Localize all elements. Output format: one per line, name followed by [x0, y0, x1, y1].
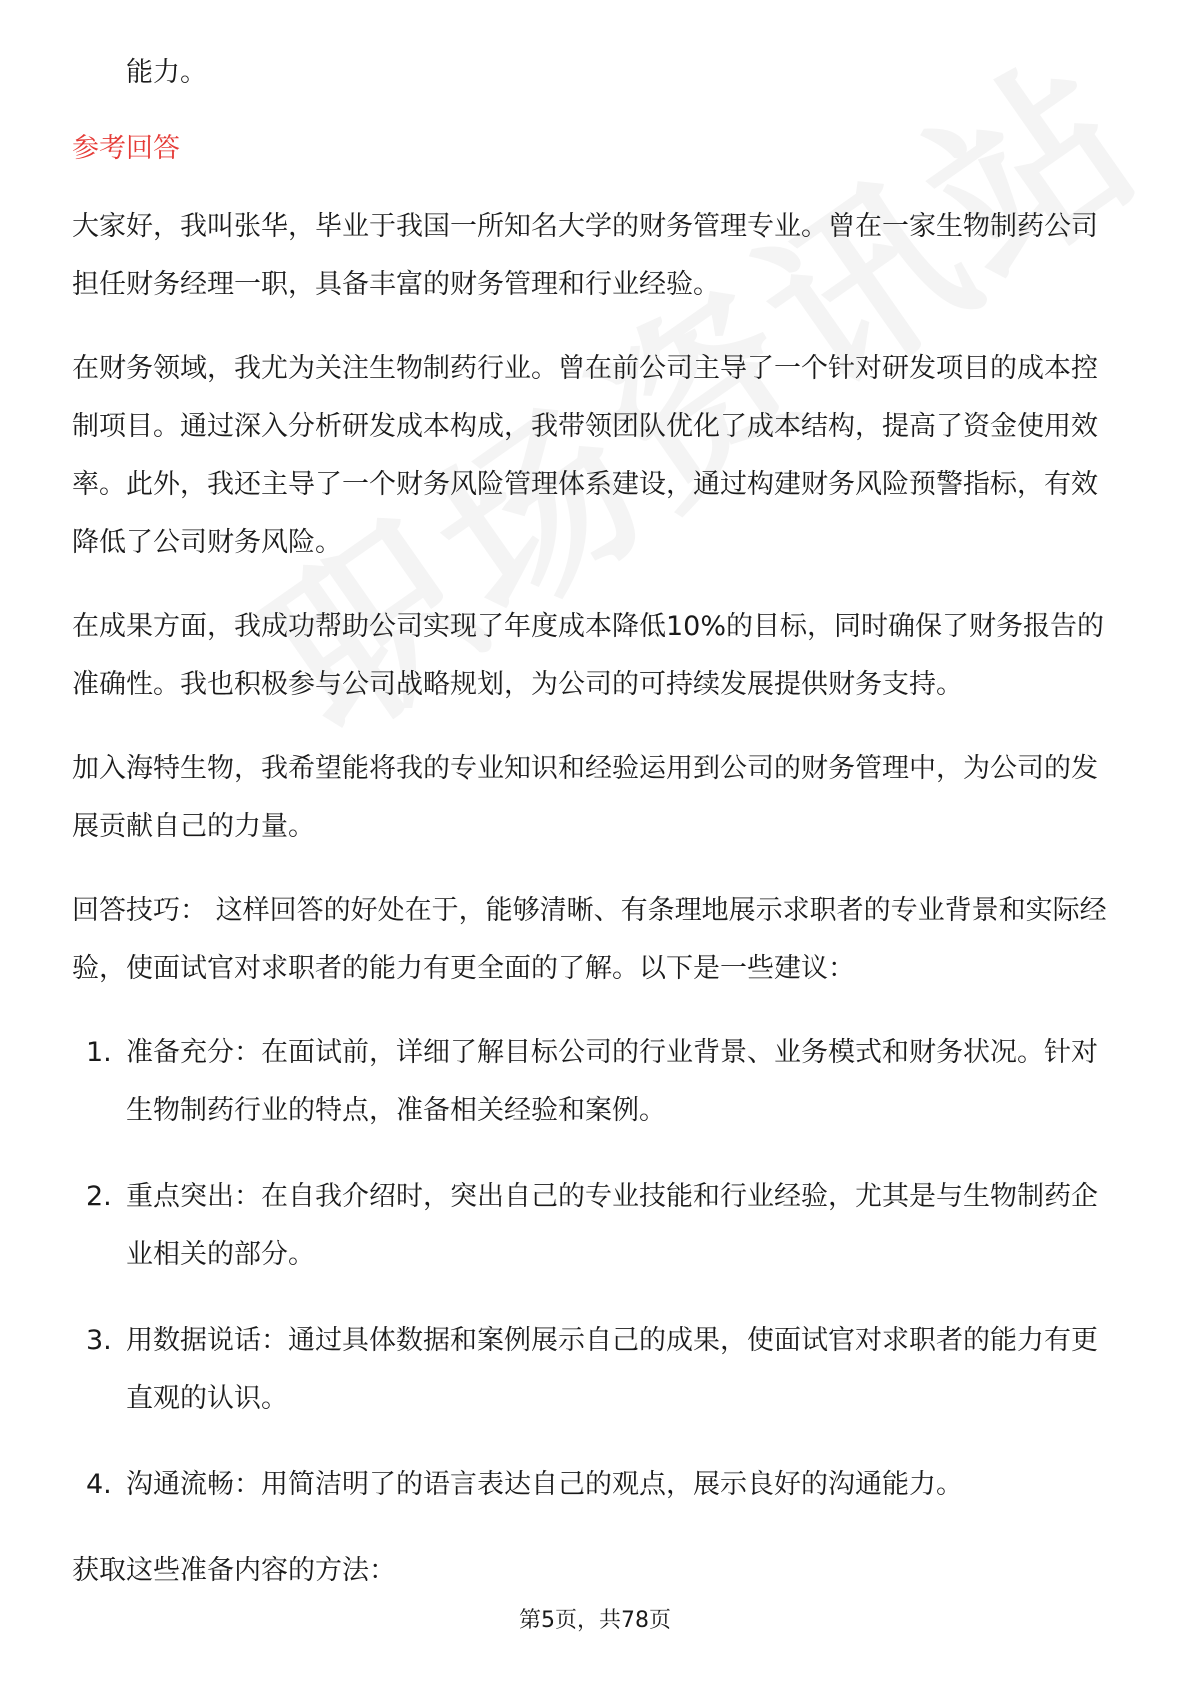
list-item-text: 重点突出：在自我介绍时，突出自己的专业技能和行业经验，尤其是与生物制药企业相关的部分。	[126, 1181, 1098, 1270]
list-item	[72, 1168, 1122, 1284]
page-content	[72, 44, 1122, 1626]
paragraph-achievements: 在成果方面，我成功帮助公司实现了年度成本降低10%的目标，同时确保了财务报告的准确性。我也积极参与公司战略规划，为公司的可持续发展提供财务支持。	[72, 611, 1105, 700]
tips-list	[72, 1024, 1122, 1514]
list-item	[72, 1312, 1122, 1428]
closing-text: 获取这些准备内容的方法：	[72, 1555, 396, 1586]
list-item-number: 3.	[86, 1325, 112, 1356]
paragraph-tips-intro: 回答技巧： 这样回答的好处在于，能够清晰、有条理地展示求职者的专业背景和实际经验，使面试官对求职者的能力有更全面的了解。以下是一些建议：	[72, 895, 1107, 984]
page-number-footer: 第5页，共78页	[519, 1608, 671, 1633]
continuation-text: 能力。	[126, 57, 207, 88]
section-heading: 参考回答	[72, 133, 180, 164]
paragraph-motivation: 加入海特生物，我希望能将我的专业知识和经验运用到公司的财务管理中，为公司的发展贡献自己的力量。	[72, 753, 1098, 842]
list-item	[72, 1456, 1122, 1514]
paragraph-intro: 大家好，我叫张华，毕业于我国一所知名大学的财务管理专业。曾在一家生物制药公司担任财务经理一职，具备丰富的财务管理和行业经验。	[72, 211, 1098, 300]
list-item-number: 1.	[86, 1037, 112, 1068]
list-item-text: 准备充分：在面试前，详细了解目标公司的行业背景、业务模式和财务状况。针对生物制药行业的特点，准备相关经验和案例。	[126, 1037, 1098, 1126]
list-item-text: 用数据说话：通过具体数据和案例展示自己的成果，使面试官对求职者的能力有更直观的认识。	[126, 1325, 1098, 1414]
list-item-number: 2.	[86, 1181, 112, 1212]
list-item	[72, 1024, 1122, 1140]
paragraph-experience: 在财务领域，我尤为关注生物制药行业。曾在前公司主导了一个针对研发项目的成本控制项目。通过深入分析研发成本构成，我带领团队优化了成本结构，提高了资金使用效率。此外，我还主导了一个财务风险管理体系建设，通过构建财务风险预警指标，有效降低了公司财务风险。	[72, 353, 1098, 558]
list-item-text: 沟通流畅：用简洁明了的语言表达自己的观点，展示良好的沟通能力。	[126, 1469, 963, 1500]
list-item-number: 4.	[86, 1469, 112, 1500]
